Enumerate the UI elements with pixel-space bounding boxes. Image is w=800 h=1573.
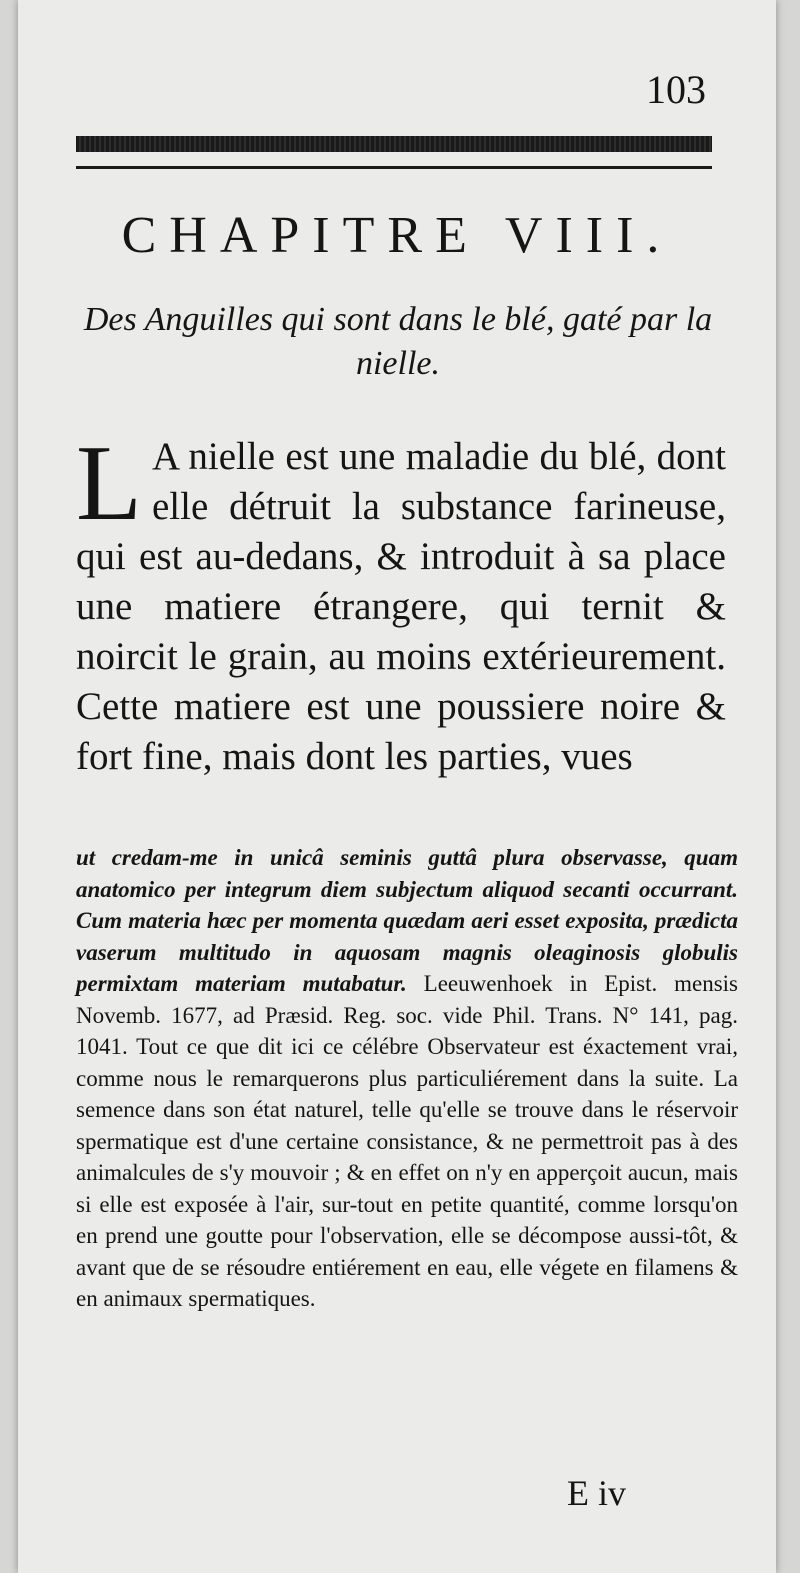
footnote-citation: Leeuwenhoek in Epist. mensis Novemb. 1677, ad Præsid. Reg. soc. vide Phil. Trans. N° 141, pag. 1041. [76, 971, 738, 1059]
body-paragraph [76, 424, 726, 782]
footnote-text: Tout ce que dit ici ce célébre Observateur est éxactement vrai, comme nous le remarquerons plus particuliérement dans la suite. La semence dans son état naturel, telle qu'elle se trouve dans le réservoir spermatique est d'une certaine consistance, & ne permettroit pas à des animalcules de s'y mouvoir ; & en effet on n'y en apperçoit aucun, mais si elle est exposée à l'air, sur-tout en petite quantité, comme lorsqu'on en prend une goutte pour l'observation, elle se décompose aussi-tôt, & avant que de se résoudre entiérement en eau, elle végete en filamens & en animaux spermatiques. [76, 1034, 738, 1311]
footnote-latin-quote: ut credam-me in unicâ seminis guttâ plura observasse, quam anatomico per integrum diem subjectum aliquod secanti occurrant. Cum materia hæc per momenta quædam aeri esset exposita, prædicta vaserum multitudo in aquosam magnis oleaginosis globulis permixtam materiam mutabatur. [76, 845, 738, 996]
body-text: A nielle est une maladie du blé, dont elle détruit la substance farineuse, qui est au-dedans, & introduit à sa place une matiere étrangere, qui ternit & noircit le grain, au moins extérieurement. Cette matiere est une poussiere noire & fort fine, mais dont les parties, vues [76, 435, 726, 778]
page-number: 103 [646, 67, 706, 112]
drop-cap: L [76, 424, 142, 543]
signature-mark: E iv [567, 1473, 626, 1513]
footnote [76, 842, 738, 1315]
book-page [18, 0, 776, 1573]
header-thin-rule [76, 166, 712, 169]
chapter-subtitle: Des Anguilles qui sont dans le blé, gaté par la nielle. [83, 301, 713, 382]
header-ornament-rule [76, 136, 712, 152]
chapter-title: CHAPITRE VIII. [121, 207, 673, 264]
